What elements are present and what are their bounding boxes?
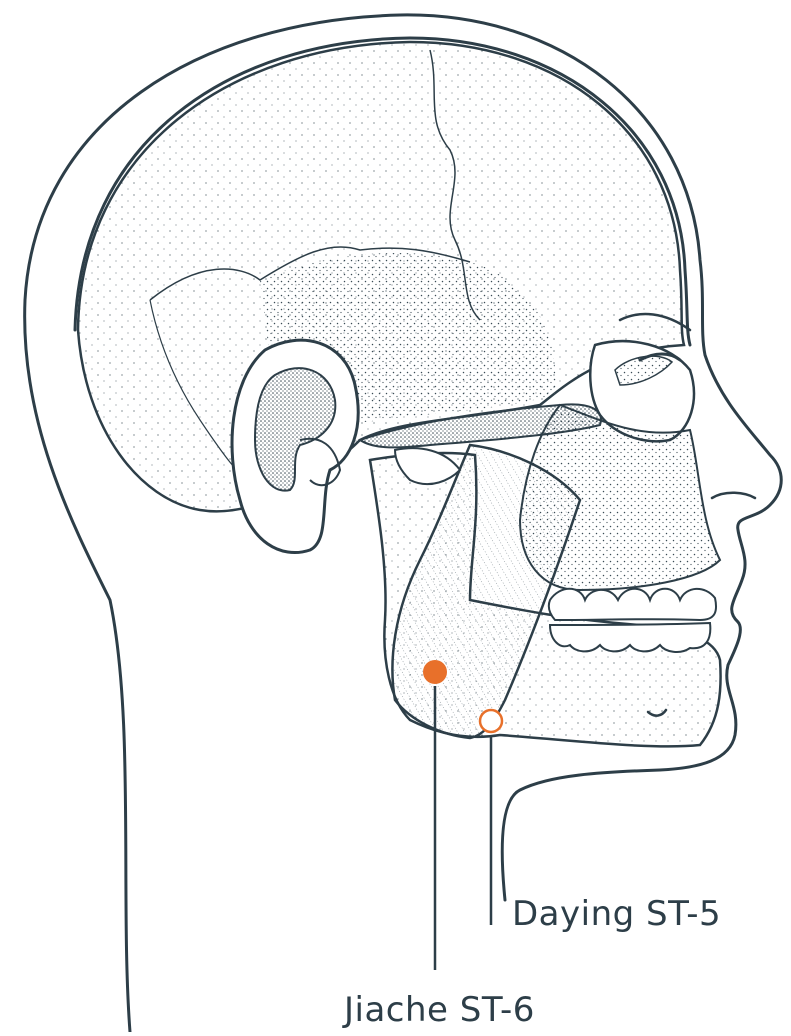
daying-label: Daying ST-5 [512, 894, 722, 934]
jiache-point-marker[interactable] [423, 660, 447, 684]
daying-point-marker[interactable] [480, 710, 502, 732]
teeth [549, 589, 716, 652]
ear [232, 340, 358, 552]
jiache-label: Jiache ST-6 [344, 990, 535, 1030]
